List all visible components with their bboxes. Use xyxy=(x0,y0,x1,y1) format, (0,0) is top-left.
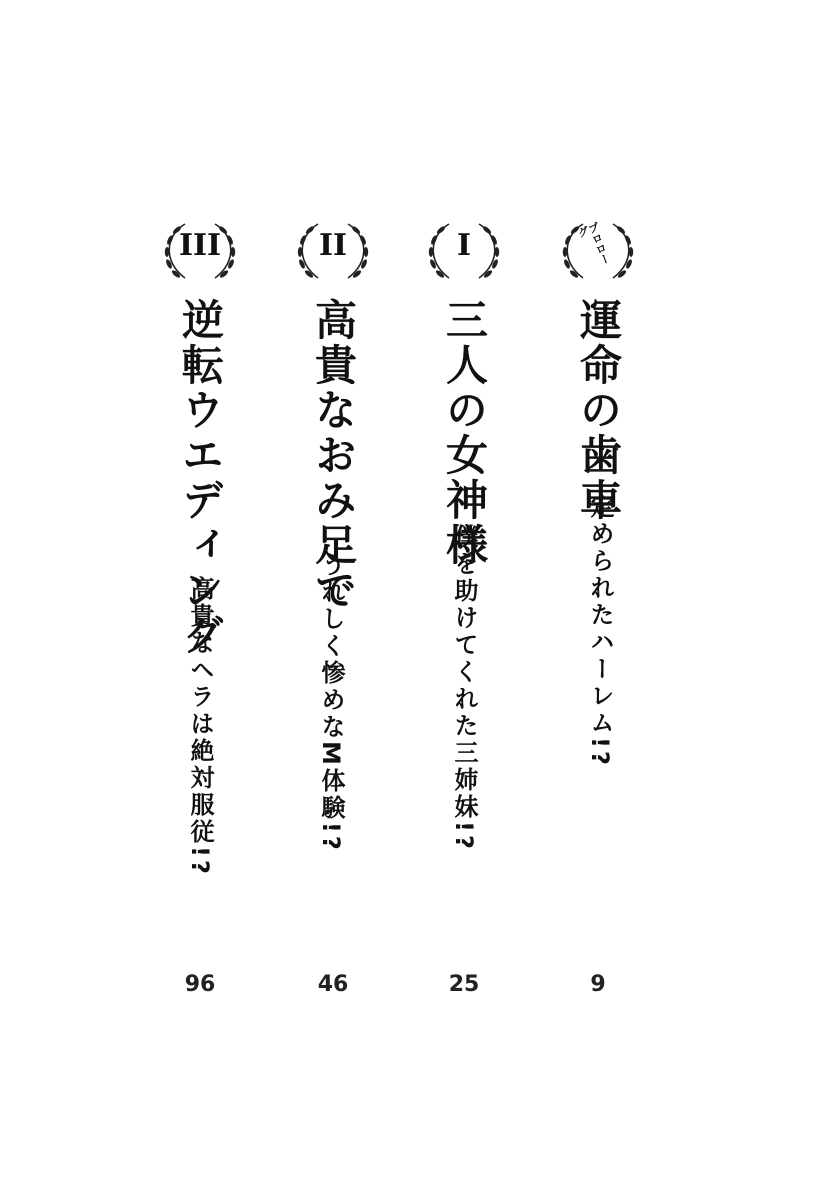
laurel-wreath-icon xyxy=(288,212,378,292)
toc-entry-chapter-2[interactable] xyxy=(278,212,388,1012)
page-number: 46 xyxy=(317,972,349,997)
chapter-subtitle: 僕を助けてくれた三姉妹!? xyxy=(450,524,478,852)
emblem-label: プロローグ xyxy=(574,220,613,267)
toc-entry-chapter-1[interactable] xyxy=(409,212,519,1012)
emblem-label: III xyxy=(178,228,222,263)
chapter-title: 高貴なおみ足で xyxy=(309,298,358,613)
laurel-wreath-icon xyxy=(155,212,245,292)
chapter-subtitle: 定められたハーレム!? xyxy=(586,494,614,768)
chapter-title: 運命の歯車 xyxy=(574,298,623,523)
page-number: 9 xyxy=(590,972,606,997)
toc-entry-chapter-3[interactable] xyxy=(145,212,255,1012)
laurel-wreath-icon xyxy=(553,212,643,292)
chapter-title: 三人の女神様 xyxy=(440,298,489,568)
page-number: 96 xyxy=(184,972,216,997)
emblem-label: II xyxy=(318,228,348,263)
emblem-label: I xyxy=(456,228,472,263)
chapter-subtitle: 高貴なヘラは絶対服従!? xyxy=(186,576,214,877)
chapter-subtitle: うれしく惨めなM体験!? xyxy=(317,552,345,853)
toc-entry-prologue[interactable] xyxy=(543,212,653,1012)
chapter-title: 逆転ウエディング xyxy=(176,298,225,658)
page-number: 25 xyxy=(448,972,480,997)
laurel-wreath-icon xyxy=(419,212,509,292)
